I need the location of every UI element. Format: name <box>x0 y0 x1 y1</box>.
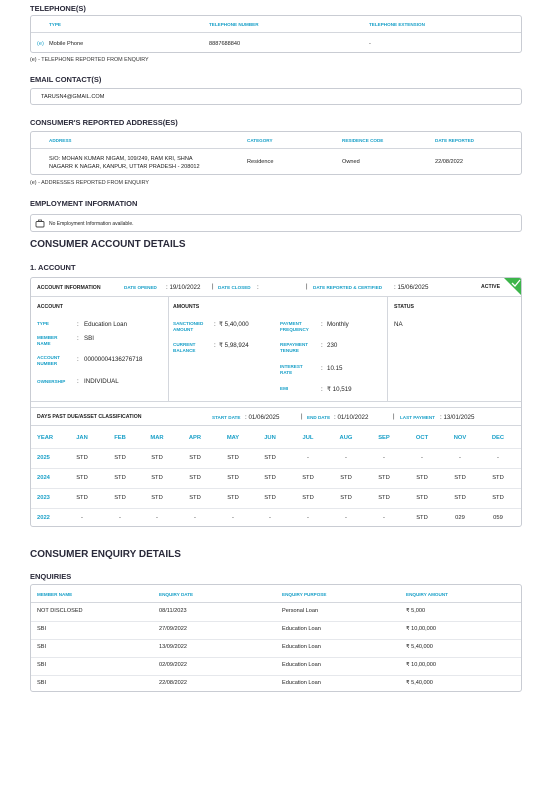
dpd-cell: STD <box>378 495 390 501</box>
date-reported-label: DATE REPORTED & CERTIFIED <box>313 285 383 290</box>
enquiry-cell: Education Loan <box>282 644 321 650</box>
dpd-cell: - <box>497 455 499 461</box>
dpd-header-aug: AUG <box>339 435 353 441</box>
date-opened-label: DATE OPENED <box>124 285 157 290</box>
account-title: 1. ACCOUNT <box>30 263 76 272</box>
tel-type: Mobile Phone <box>49 41 84 47</box>
status-badge: ACTIVE <box>481 284 501 290</box>
col-amounts-label: AMOUNTS <box>173 304 200 310</box>
dpd-cell: STD <box>264 475 276 481</box>
enq-header-member: MEMBER NAME <box>37 592 73 597</box>
dpd-header-feb: FEB <box>114 435 126 441</box>
sanctioned-value: ₹ 5,40,000 <box>219 321 249 328</box>
emi-label: EMI <box>280 386 289 391</box>
dpd-cell: - <box>156 515 158 521</box>
dpd-header-apr: APR <box>188 435 202 441</box>
enq-header-date: ENQUIRY DATE <box>159 592 194 597</box>
dpd-cell: STD <box>416 475 428 481</box>
briefcase-icon <box>35 219 45 230</box>
type-value: Education Loan <box>84 321 128 328</box>
member-label: MEMBER NAME <box>37 335 58 346</box>
dpd-cell: 029 <box>455 515 465 521</box>
dpd-cell: STD <box>76 475 88 481</box>
type-label: TYPE <box>37 321 49 326</box>
dpd-cell: STD <box>492 495 504 501</box>
dpd-cell: STD <box>302 495 314 501</box>
dpd-header-year: YEAR <box>37 435 54 441</box>
tenure-label: REPAYMENT TENURE <box>280 342 309 353</box>
dpd-cell: STD <box>340 475 352 481</box>
tel-header-number: TELEPHONE NUMBER <box>209 22 259 27</box>
dpd-cell: STD <box>416 495 428 501</box>
dpd-cell: - <box>307 455 309 461</box>
dpd-cell: - <box>383 515 385 521</box>
addr-header-address: ADDRESS <box>49 138 72 143</box>
account-info-label: ACCOUNT INFORMATION <box>37 285 101 291</box>
telephones-title: TELEPHONE(S) <box>30 4 86 13</box>
enquiries-table <box>30 584 522 692</box>
col-status-label: STATUS <box>394 304 414 310</box>
dpd-cell: STD <box>302 475 314 481</box>
enquiry-cell: SBI <box>37 662 47 668</box>
dpd-cell: STD <box>227 455 239 461</box>
balance-value: ₹ 5,98,924 <box>219 342 249 349</box>
dpd-cell: - <box>194 515 196 521</box>
member-value: SBI <box>84 335 94 342</box>
dpd-cell: STD <box>416 515 428 521</box>
dpd-header-jun: JUN <box>264 435 276 441</box>
dpd-cell: STD <box>227 475 239 481</box>
enquiries-subtitle: ENQUIRIES <box>30 572 72 581</box>
dpd-row-divider <box>31 508 521 509</box>
enq-header-purpose: ENQUIRY PURPOSE <box>282 592 327 597</box>
email-value: TARUSN4@GMAIL.COM <box>41 94 105 100</box>
enq-header-amount: ENQUIRY AMOUNT <box>406 592 448 597</box>
tel-header-extension: TELEPHONE EXTENSION <box>369 22 425 27</box>
dpd-title: DAYS PAST DUE/ASSET CLASSIFICATION <box>37 414 142 420</box>
dpd-header-nov: NOV <box>453 435 467 441</box>
status-value: NA <box>394 321 403 328</box>
addr-header-category: CATEGORY <box>247 138 273 143</box>
dpd-row-divider <box>31 448 521 449</box>
enquiry-cell: ₹ 5,40,000 <box>406 644 433 650</box>
account-details-title: CONSUMER ACCOUNT DETAILS <box>30 239 186 250</box>
dpd-row-divider <box>31 468 521 469</box>
tel-number: 8887688840 <box>209 41 241 47</box>
tel-note: (e) - TELEPHONE REPORTED FROM ENQUIRY <box>30 57 149 63</box>
enquiry-cell: 02/09/2022 <box>159 662 187 668</box>
enquiry-row-divider <box>31 675 521 676</box>
dpd-cell: - <box>81 515 83 521</box>
enquiry-cell: 27/09/2022 <box>159 626 187 632</box>
enquiry-row-divider <box>31 639 521 640</box>
account-number-value: 00000004136276718 <box>84 356 143 363</box>
addr-line-2: NAGARR K NAGAR, KANPUR, UTTAR PRADESH - 208012 <box>49 164 200 170</box>
enquiry-cell: ₹ 10,00,000 <box>406 662 436 668</box>
enquiry-row-divider <box>31 657 521 658</box>
enquiry-details-title: CONSUMER ENQUIRY DETAILS <box>30 549 181 560</box>
addr-line-1: S/O: MOHAN KUMAR NIGAM, 109/249, RAM KRI, SHNA <box>49 156 193 162</box>
addr-header-residence: RESIDENCE CODE <box>342 138 384 143</box>
tenure-value: 230 <box>327 342 338 349</box>
dpd-header-sep: SEP <box>378 435 390 441</box>
account-number-label: ACCOUNT NUMBER <box>37 355 60 366</box>
enquiry-cell: 08/11/2023 <box>159 608 187 614</box>
addr-header-date: DATE REPORTED <box>435 138 474 143</box>
addr-residence: Owned <box>342 159 360 165</box>
enquiry-cell: Education Loan <box>282 680 321 686</box>
dpd-cell: STD <box>76 495 88 501</box>
dpd-cell: - <box>459 455 461 461</box>
enquiry-cell: SBI <box>37 680 47 686</box>
dpd-cell: STD <box>151 455 163 461</box>
enquiry-cell: NOT DISCLOSED <box>37 608 83 614</box>
dpd-cell: STD <box>151 495 163 501</box>
dpd-header-jan: JAN <box>76 435 88 441</box>
frequency-value: Monthly <box>327 321 349 328</box>
enquiry-cell: SBI <box>37 626 47 632</box>
last-payment-value: : 13/01/2025 <box>440 414 475 421</box>
dpd-cell: STD <box>151 475 163 481</box>
dpd-row-divider <box>31 488 521 489</box>
dpd-cell: - <box>119 515 121 521</box>
tel-extension: - <box>369 41 371 47</box>
addresses-table <box>30 131 522 175</box>
dpd-header-may: MAY <box>226 435 240 441</box>
dpd-cell: STD <box>340 495 352 501</box>
ownership-value: INDIVIDUAL <box>84 378 119 385</box>
dpd-cell: STD <box>76 455 88 461</box>
dpd-cell: STD <box>189 455 201 461</box>
dpd-cell: STD <box>227 495 239 501</box>
employment-message: No Employment Information available. <box>49 221 134 227</box>
dpd-cell: STD <box>454 475 466 481</box>
tel-enquiry-marker: (e) <box>37 41 44 47</box>
telephones-table <box>30 15 522 53</box>
start-date-value: : 01/06/2025 <box>245 414 280 421</box>
dpd-cell: STD <box>114 455 126 461</box>
dpd-cell: - <box>307 515 309 521</box>
dpd-cell: - <box>232 515 234 521</box>
enquiry-cell: 13/09/2022 <box>159 644 187 650</box>
emi-value: ₹ 10,519 <box>327 386 352 393</box>
enquiry-row-divider <box>31 621 521 622</box>
enquiry-cell: SBI <box>37 644 47 650</box>
tel-header-type: TYPE <box>49 22 61 27</box>
date-opened-value: : 19/10/2022 <box>166 284 201 291</box>
dpd-cell: - <box>345 455 347 461</box>
enquiry-cell: ₹ 5,000 <box>406 608 426 614</box>
enquiry-cell: Personal Loan <box>282 608 319 614</box>
start-date-label: START DATE <box>212 415 241 420</box>
dpd-year: 2023 <box>37 495 50 501</box>
dpd-cell: 059 <box>493 515 503 521</box>
enquiry-cell: 22/08/2022 <box>159 680 187 686</box>
enquiry-cell: ₹ 10,00,000 <box>406 626 436 632</box>
enquiry-cell: Education Loan <box>282 662 321 668</box>
dpd-cell: - <box>269 515 271 521</box>
addr-date: 22/08/2022 <box>435 159 463 165</box>
balance-label: CURRENT BALANCE <box>173 342 196 353</box>
addr-note: (e) - ADDRESSES REPORTED FROM ENQUIRY <box>30 180 150 186</box>
dpd-cell: STD <box>189 495 201 501</box>
dpd-cell: STD <box>114 495 126 501</box>
dpd-header-jul: JUL <box>302 435 314 441</box>
dpd-year: 2024 <box>37 475 50 481</box>
dpd-cell: - <box>383 455 385 461</box>
dpd-cell: STD <box>264 495 276 501</box>
date-reported-value: : 15/06/2025 <box>394 284 429 291</box>
dpd-cell: STD <box>114 475 126 481</box>
end-date-label: END DATE <box>307 415 331 420</box>
account-card: ACCOUNT INFORMATION DATE OPENED : 19/10/2022 | DATE CLOSED : | DATE REPORTED & CERTIFIED : 15/06/2025 ACTIVE ACCOUNT AMOUNTS STATUS TYPE : Education Loan MEMBER NAME : SBI ACCOUNT NUMBER : 00000004136276718 OWNERSHIP : INDIVIDUAL SANCTIONED AMOUNT : ₹ 5,40,000 CURRENT BALANCE : ₹ 5,98,924 PAYMENT FREQUENCY : Monthly REPAYMENT TENURE : 230 INTEREST RATE : 10.15 EMI : ₹ 10,519 NA DAYS PAST DUE/ASSET CLASSIFICATION START DATE : 01/06/2025 | END DATE : 01/10/2022 | LAST PAYMENT : 13/01/2025 YEAR JAN FEB MAR APR MAY JUN JUL AUG SEP OCT NOV DEC 2025 STD STD STD STD STD STD - - - - - - 2024 STD STD STD STD STD STD STD STD STD STD STD STD 2023 STD STD STD STD STD STD STD STD STD STD STD STD 2022 - - - - - - - - - STD 029 059 <box>30 277 522 527</box>
email-title: EMAIL CONTACT(S) <box>30 75 102 84</box>
addr-category: Residence <box>247 159 274 165</box>
addr-value <box>49 155 200 171</box>
col-account-label: ACCOUNT <box>37 304 63 310</box>
dpd-year: 2022 <box>37 515 50 521</box>
dpd-header-mar: MAR <box>150 435 164 441</box>
addresses-title: CONSUMER'S REPORTED ADDRESS(ES) <box>30 118 178 127</box>
dpd-cell: - <box>345 515 347 521</box>
ownership-label: OWNERSHIP <box>37 379 66 384</box>
rate-value: 10.15 <box>327 365 343 372</box>
dpd-cell: STD <box>454 495 466 501</box>
dpd-year: 2025 <box>37 455 50 461</box>
end-date-value: : 01/10/2022 <box>334 414 369 421</box>
dpd-cell: - <box>421 455 423 461</box>
dpd-cell: STD <box>264 455 276 461</box>
last-payment-label: LAST PAYMENT <box>400 415 435 420</box>
date-closed-value: : <box>257 284 259 291</box>
frequency-label: PAYMENT FREQUENCY <box>280 321 309 332</box>
enquiry-cell: Education Loan <box>282 626 321 632</box>
employment-box <box>30 214 522 232</box>
email-box <box>30 88 522 105</box>
dpd-cell: STD <box>189 475 201 481</box>
employment-title: EMPLOYMENT INFORMATION <box>30 199 138 208</box>
date-closed-label: DATE CLOSED <box>218 285 251 290</box>
dpd-header-dec: DEC <box>491 435 505 441</box>
dpd-cell: STD <box>492 475 504 481</box>
sanctioned-label: SANCTIONED AMOUNT <box>173 321 204 332</box>
dpd-header-oct: OCT <box>415 435 429 441</box>
enquiry-cell: ₹ 5,40,000 <box>406 680 433 686</box>
dpd-cell: STD <box>378 475 390 481</box>
rate-label: INTEREST RATE <box>280 364 303 375</box>
